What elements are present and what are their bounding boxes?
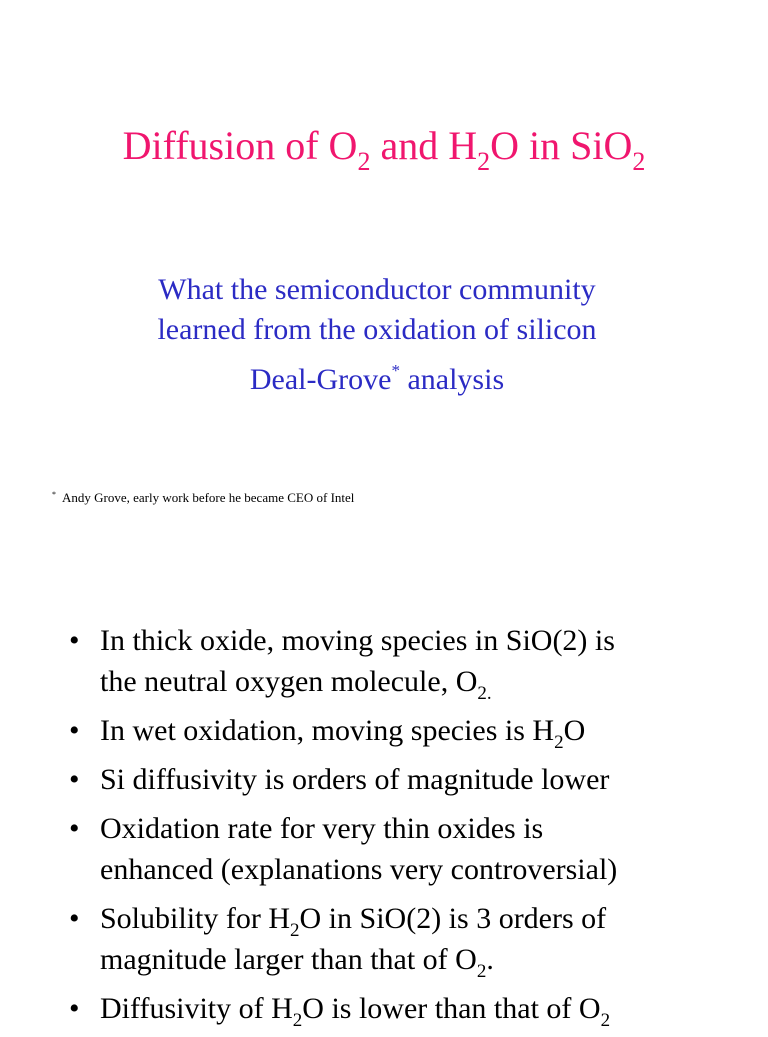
subtitle-block (0, 270, 754, 400)
title-subscript-3: 2 (632, 147, 646, 176)
bullet-item-h2o-diffusivity (0, 988, 768, 1029)
bullet-item-wet-oxidation (0, 710, 768, 751)
bullet-4-line-2: enhanced (explanations very controversial) (100, 853, 618, 886)
slide-title (0, 122, 768, 176)
bullet-dot: • (69, 763, 80, 796)
deal-grove-text: Deal-Grove (249, 363, 392, 396)
title-text-3: O in SiO (490, 123, 633, 168)
bullet-3-line: Si diffusivity is orders of magnitude lower (100, 763, 610, 796)
deal-grove-asterisk: * (391, 361, 400, 380)
bullet-5-line-1-text-2: O in SiO(2) is 3 orders of (299, 902, 607, 935)
analysis-text: analysis (399, 363, 505, 396)
footnote-marker: * (52, 490, 56, 499)
title-text-2: and H (370, 123, 478, 168)
bullet-6-line (100, 988, 748, 1029)
bullet-6-text-2: O is lower than that of O (302, 992, 601, 1025)
title-subscript-1: 2 (357, 147, 371, 176)
bullet-item-solubility (0, 898, 768, 980)
bullet-6-subscript-2: 2 (600, 1010, 611, 1031)
bullet-5-line-1-text-1: Solubility for H (100, 902, 291, 935)
bullet-5-subscript-1: 2 (290, 920, 300, 941)
bullet-dot: • (69, 624, 80, 657)
subtitle-line-3 (0, 360, 754, 400)
bullet-5-line-2-text: magnitude larger than that of O (100, 943, 477, 976)
bullet-item-oxidation-rate (0, 808, 768, 890)
bullet-dot: • (69, 902, 80, 935)
bullet-5-line-2-after: . (486, 943, 494, 976)
bullet-item-thick-oxide (0, 620, 768, 702)
bullet-item-si-diffusivity (0, 759, 768, 800)
bullet-dot: • (69, 992, 80, 1025)
footnote (52, 490, 354, 506)
footnote-text: Andy Grove, early work before he became CEO of Intel (62, 490, 355, 505)
bullet-1-line-2 (100, 661, 748, 702)
bullet-list (0, 620, 768, 1037)
bullet-5-line-1 (100, 898, 748, 939)
bullet-1-line-2-text: the neutral oxygen molecule, O (100, 665, 478, 698)
bullet-dot: • (69, 714, 80, 747)
title-text-1: Diffusion of O (122, 123, 358, 168)
bullet-2-text-after: O (563, 714, 586, 747)
bullet-5-subscript-2: 2 (476, 961, 487, 982)
bullet-5-line-2 (100, 939, 748, 980)
bullet-6-text-1: Diffusivity of H (100, 992, 293, 1025)
subtitle-line-1: What the semiconductor community (158, 273, 596, 306)
bullet-2-text: In wet oxidation, moving species is H (100, 714, 555, 747)
title-subscript-2: 2 (477, 147, 491, 176)
bullet-1-subscript: 2. (477, 683, 492, 704)
subtitle-line-2: learned from the oxidation of silicon (157, 313, 597, 346)
bullet-dot: • (69, 812, 80, 845)
bullet-6-subscript-1: 2 (292, 1010, 303, 1031)
bullet-2-line (100, 710, 748, 751)
bullet-1-line-1: In thick oxide, moving species in SiO(2) is (100, 624, 615, 657)
bullet-2-subscript: 2 (554, 732, 564, 753)
bullet-4-line-1: Oxidation rate for very thin oxides is (100, 812, 544, 845)
